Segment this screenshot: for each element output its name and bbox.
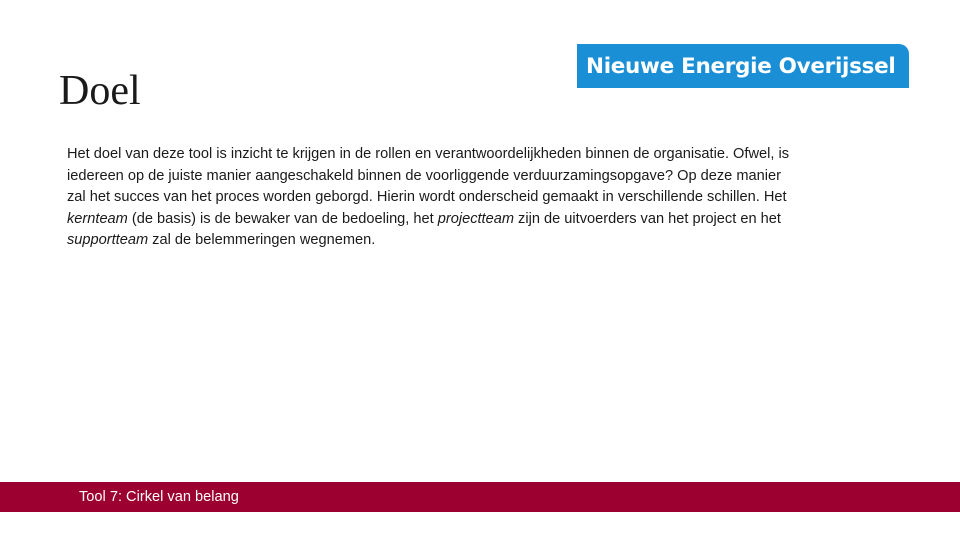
body-emphasis-kernteam: kernteam [67,210,128,227]
body-emphasis-supportteam: supportteam [67,232,149,249]
brand-logo [577,44,909,88]
brand-logo-text: Nieuwe Energie Overijssel [586,53,896,79]
body-text-part: zijn de uitvoerders van het project en het [514,210,781,227]
footer-label: Tool 7: Cirkel van belang [79,489,239,505]
body-text-part: Het doel van deze tool is inzicht te krijgen in de rollen en verantwoordelijkheden binnen de organisatie. Ofwel, is iedereen op de juiste manier aangeschakeld binnen de voorliggende verduurzamingsopgave? Op deze manier zal het succes van het proces worden geborgd. Hierin wordt onderscheid gemaakt in verschillende schillen. Het [67,146,790,206]
body-text-part: zal de belemmeringen wegnemen. [148,232,376,249]
slide-title: Doel [59,68,141,114]
footer-bar [0,482,960,512]
body-paragraph [67,144,802,252]
body-emphasis-projectteam: projectteam [437,210,514,227]
body-text-part: (de basis) is de bewaker van de bedoeling, het [127,210,438,227]
